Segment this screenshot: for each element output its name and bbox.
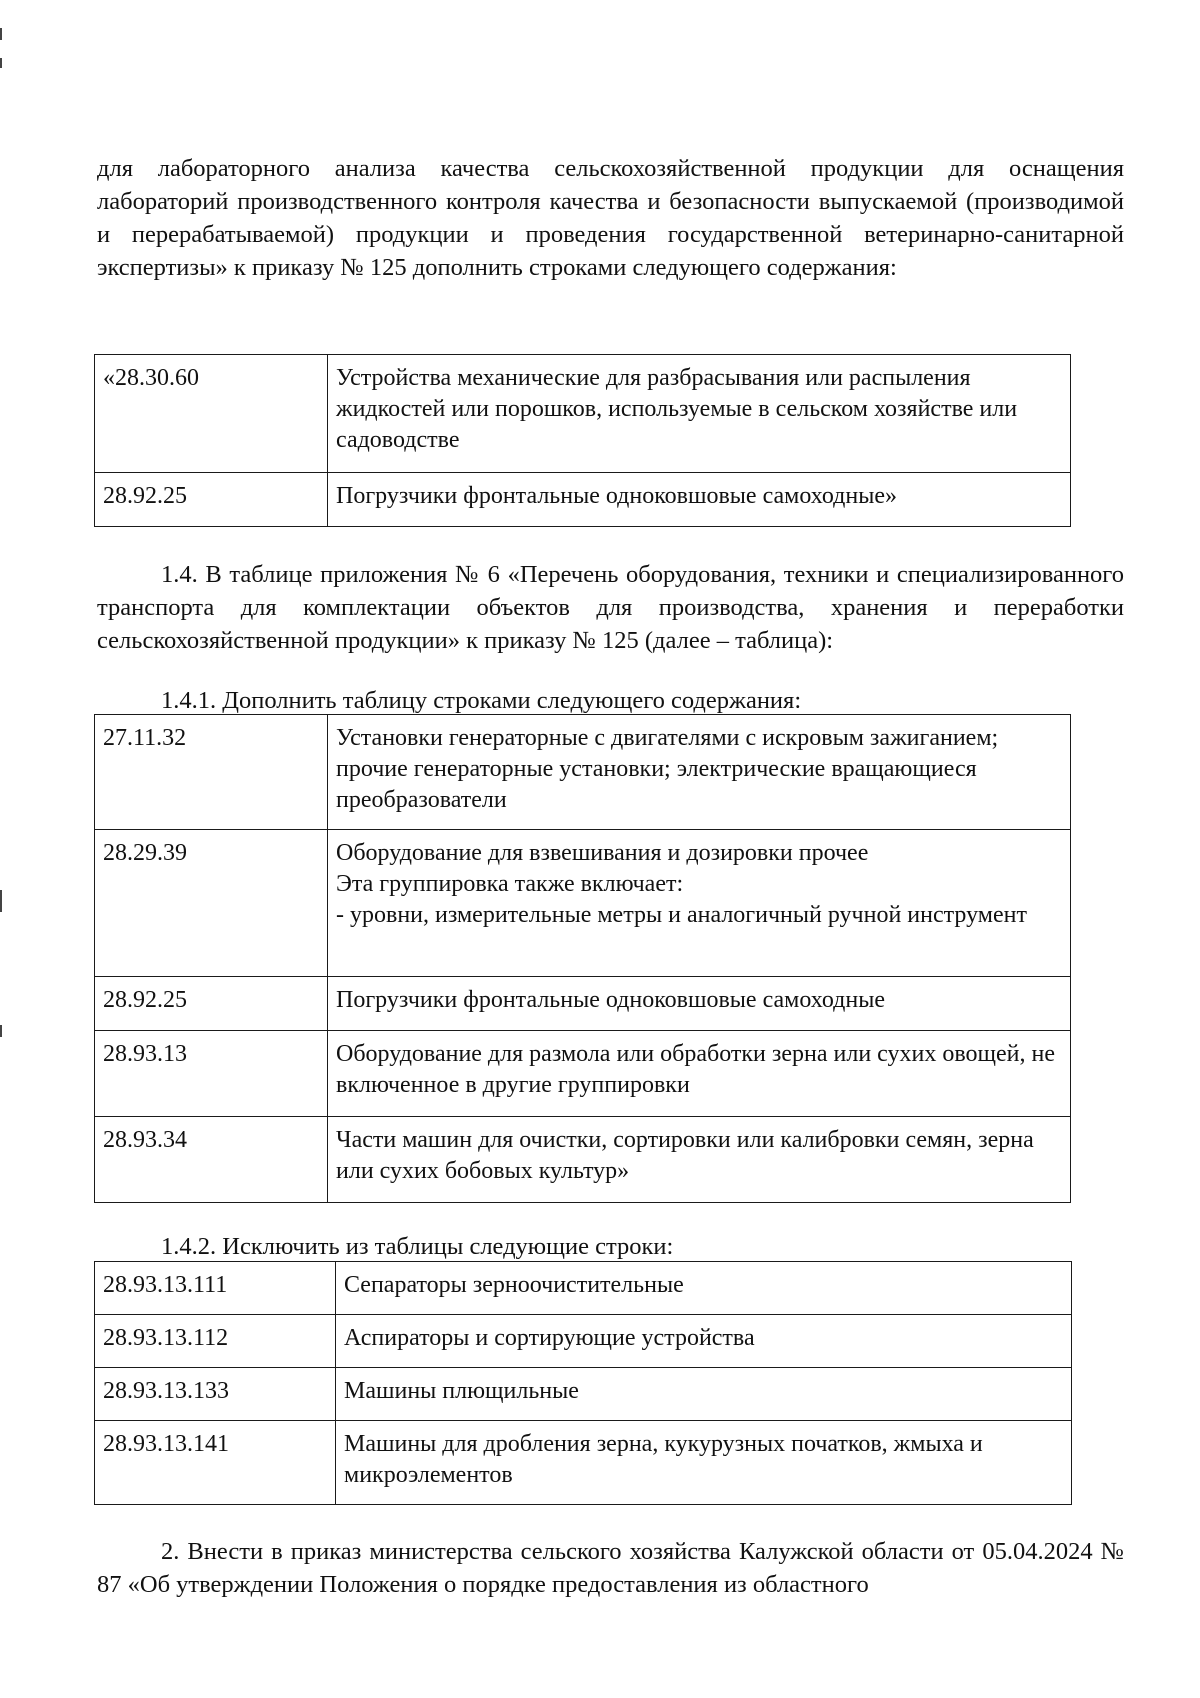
table-row xyxy=(95,1368,1072,1421)
okpd-code-cell: 28.93.13.133 xyxy=(95,1368,336,1421)
table-row xyxy=(95,355,1071,473)
okpd-code-cell: 28.93.34 xyxy=(95,1117,328,1203)
heading-1-4-1: 1.4.1. Дополнить таблицу строками следующего содержания: xyxy=(161,687,802,714)
okpd-name-cell: Устройства механические для разбрасывания или распыления жидкостей или порошков, используемые в сельском хозяйстве или садоводстве xyxy=(328,355,1071,473)
okpd-code-cell: 28.93.13.112 xyxy=(95,1315,336,1368)
okpd-code-cell: 27.11.32 xyxy=(95,715,328,830)
okpd-name-cell: Оборудование для размола или обработки зерна или сухих овощей, не включенное в другие группировки xyxy=(328,1031,1071,1117)
okpd-name-cell: Погрузчики фронтальные одноковшовые самоходные» xyxy=(328,473,1071,527)
table-row xyxy=(95,473,1071,527)
okpd-name-cell: Погрузчики фронтальные одноковшовые самоходные xyxy=(328,977,1071,1031)
okpd-code-cell: «28.30.60 xyxy=(95,355,328,473)
table-row xyxy=(95,830,1071,977)
table-add-rows xyxy=(94,714,1071,1203)
okpd-name-cell: Части машин для очистки, сортировки или калибровки семян, зерна или сухих бобовых культур» xyxy=(328,1117,1071,1203)
okpd-name-cell: Машины плющильные xyxy=(336,1368,1072,1421)
okpd-code-cell: 28.93.13.141 xyxy=(95,1421,336,1505)
table-row xyxy=(95,977,1071,1031)
okpd-code-cell: 28.93.13.111 xyxy=(95,1262,336,1315)
table-added-codes-appendix xyxy=(94,354,1071,527)
heading-1-4-2: 1.4.2. Исключить из таблицы следующие строки: xyxy=(161,1233,674,1260)
intro-paragraph: для лабораторного анализа качества сельскохозяйственной продукции для оснащения лабораторий производственного контроля качества и безопасности выпускаемой (производимой и перерабатываемой) продукции и проведения государственной ветеринарно-санитарной экспертизы» к приказу № 125 дополнить строками следующего содержания: xyxy=(97,155,1124,281)
paragraph-1-4: 1.4. В таблице приложения № 6 «Перечень оборудования, техники и специализированного транспорта для комплектации объектов для производства, хранения и переработки сельскохозяйственной продукции» к приказу № 125 (далее – таблица): xyxy=(97,561,1124,654)
okpd-code-cell: 28.92.25 xyxy=(95,473,328,527)
okpd-code-cell: 28.93.13 xyxy=(95,1031,328,1117)
table-row xyxy=(95,715,1071,830)
paragraph-2: 2. Внести в приказ министерства сельского хозяйства Калужской области от 05.04.2024 № 87 «Об утверждении Положения о порядке предоставления из областного xyxy=(97,1538,1124,1598)
okpd-code-cell: 28.92.25 xyxy=(95,977,328,1031)
okpd-name-cell: Установки генераторные с двигателями с искровым зажиганием; прочие генераторные установки; электрические вращающиеся преобразователи xyxy=(328,715,1071,830)
table-row xyxy=(95,1421,1072,1505)
table-row xyxy=(95,1315,1072,1368)
table-row xyxy=(95,1031,1071,1117)
table-row xyxy=(95,1262,1072,1315)
scan-mark xyxy=(0,1025,2,1037)
table-excluded-rows xyxy=(94,1261,1072,1505)
okpd-name-cell: Машины для дробления зерна, кукурузных початков, жмыха и микроэлементов xyxy=(336,1421,1072,1505)
okpd-name-cell: Сепараторы зерноочистительные xyxy=(336,1262,1072,1315)
table-row xyxy=(95,1117,1071,1203)
scan-mark xyxy=(0,890,2,912)
scan-mark xyxy=(0,28,2,40)
okpd-name-cell: Оборудование для взвешивания и дозировки прочее Эта группировка также включает: - уровни, измерительные метры и аналогичный ручной инструмент xyxy=(328,830,1071,977)
okpd-name-cell: Аспираторы и сортирующие устройства xyxy=(336,1315,1072,1368)
okpd-code-cell: 28.29.39 xyxy=(95,830,328,977)
scan-mark xyxy=(0,58,2,68)
